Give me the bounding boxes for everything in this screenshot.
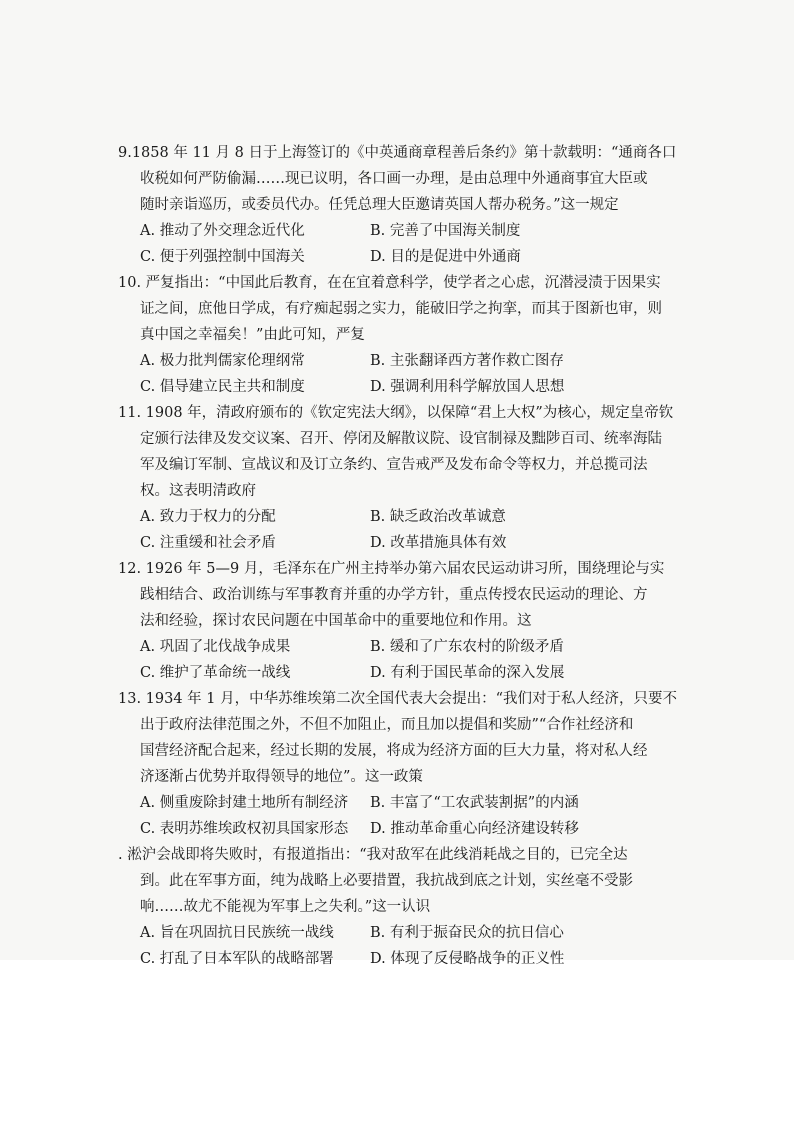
question-stem-line: 践相结合、政治训练与军事教育并重的办学方针，重点传授农民运动的理论、方 xyxy=(140,587,648,603)
option-a: A. 推动了外交理念近代化 xyxy=(140,223,305,239)
question-stem-line: 13. 1934 年 1 月，中华苏维埃第二次全国代表大会提出：“我们对于私人经济，只要不 xyxy=(118,691,678,707)
question-stem-line: 收税如何严防偷漏……现已议明，各口画一办理，是由总理中外通商事宜大臣或 xyxy=(140,171,648,187)
question-stem-line: 权。这表明清政府 xyxy=(140,483,256,499)
question-stem-line: 11. 1908 年，清政府颁布的《钦定宪法大纲》，以保障“君上大权”为核心，规定皇帝钦 xyxy=(118,405,674,421)
question-stem-line: 响……故尤不能视为军事上之失利。”这一认识 xyxy=(140,899,431,915)
options xyxy=(118,348,658,400)
question-stem-line: 国营经济配合起来，经过长期的发展，将成为经济方面的巨大力量，将对私人经 xyxy=(140,743,648,759)
option-a: A. 极力批判儒家伦理纲常 xyxy=(140,353,305,369)
options xyxy=(118,920,658,972)
option-b: B. 缺乏政治改革诚意 xyxy=(370,509,506,525)
options xyxy=(118,218,658,270)
option-c: C. 注重缓和社会矛盾 xyxy=(140,535,276,551)
option-d: D. 强调利用科学解放国人思想 xyxy=(370,379,565,395)
question-14 xyxy=(118,842,658,972)
question-stem-line: 9.1858 年 11 月 8 日于上海签订的《中英通商章程善后条约》第十款载明：“通商各口 xyxy=(118,145,677,161)
option-d: D. 推动革命重心向经济建设转移 xyxy=(370,821,579,837)
question-stem-line: 真中国之幸福矣！”由此可知，严复 xyxy=(140,327,365,343)
option-c: C. 打乱了日本军队的战略部署 xyxy=(140,951,334,967)
option-b: B. 有利于振奋民众的抗日信心 xyxy=(370,925,564,941)
option-d: D. 有利于国民革命的深入发展 xyxy=(370,665,565,681)
question-stem-line: 军及编订军制、宣战议和及订立条约、宣告戒严及发布命令等权力，并总揽司法 xyxy=(140,457,648,473)
option-a: A. 致力于权力的分配 xyxy=(140,509,276,525)
option-b: B. 主张翻译西方著作救亡图存 xyxy=(370,353,564,369)
question-stem-line: 出于政府法律范围之外，不但不加阻止，而且加以提倡和奖励”“合作社经济和 xyxy=(140,717,634,733)
question-9 xyxy=(118,140,677,270)
question-stem-line: 定颁行法律及发交议案、召开、停闭及解散议院、设官制禄及黜陟百司、统率海陆 xyxy=(140,431,662,447)
option-c: C. 倡导建立民主共和制度 xyxy=(140,379,305,395)
question-stem-line: 济逐渐占优势并取得领导的地位”。这一政策 xyxy=(140,769,423,785)
option-a: A. 旨在巩固抗日民族统一战线 xyxy=(140,925,334,941)
question-stem-line: 随时亲诣巡历，或委员代办。任凭总理大臣邀请英国人帮办税务。”这一规定 xyxy=(140,197,619,213)
question-stem-line: 10. 严复指出：“中国此后教育，在在宜着意科学，使学者之心虑，沉潜浸渍于因果实 xyxy=(118,275,661,291)
option-b: B. 丰富了“工农武装割据”的内涵 xyxy=(370,795,579,811)
question-stem-line: . 淞沪会战即将失败时，有报道指出：“我对敌军在此线消耗战之目的，已完全达 xyxy=(118,847,628,863)
options xyxy=(118,634,658,686)
question-stem-line: 法和经验，探讨农民问题在中国革命中的重要地位和作用。这 xyxy=(140,613,532,629)
option-c: C. 维护了革命统一战线 xyxy=(140,665,291,681)
option-b: B. 缓和了广东农村的阶级矛盾 xyxy=(370,639,564,655)
option-b: B. 完善了中国海关制度 xyxy=(370,223,521,239)
option-c: C. 表明苏维埃政权初具国家形态 xyxy=(140,821,349,837)
options xyxy=(118,790,658,842)
option-a: A. 侧重废除封建土地所有制经济 xyxy=(140,795,349,811)
question-11 xyxy=(118,400,674,556)
question-stem-line: 12. 1926 年 5—9 月，毛泽东在广州主持举办第六届农民运动讲习所，围绕理论与实 xyxy=(118,561,665,577)
option-d: D. 改革措施具体有效 xyxy=(370,535,507,551)
question-10 xyxy=(118,270,662,400)
question-stem-line: 到。此在军事方面，纯为战略上必要措置，我抗战到底之计划，实丝毫不受影 xyxy=(140,873,633,889)
option-a: A. 巩固了北伐战争成果 xyxy=(140,639,291,655)
option-d: D. 体现了反侵略战争的正义性 xyxy=(370,951,565,967)
question-12 xyxy=(118,556,665,686)
options xyxy=(118,504,658,556)
option-d: D. 目的是促进中外通商 xyxy=(370,249,521,265)
option-c: C. 便于列强控制中国海关 xyxy=(140,249,305,265)
question-stem-line: 证之间，庶他日学成，有疗痴起弱之实力，能破旧学之拘挛，而其于图新也审，则 xyxy=(140,301,662,317)
question-13 xyxy=(118,686,678,842)
